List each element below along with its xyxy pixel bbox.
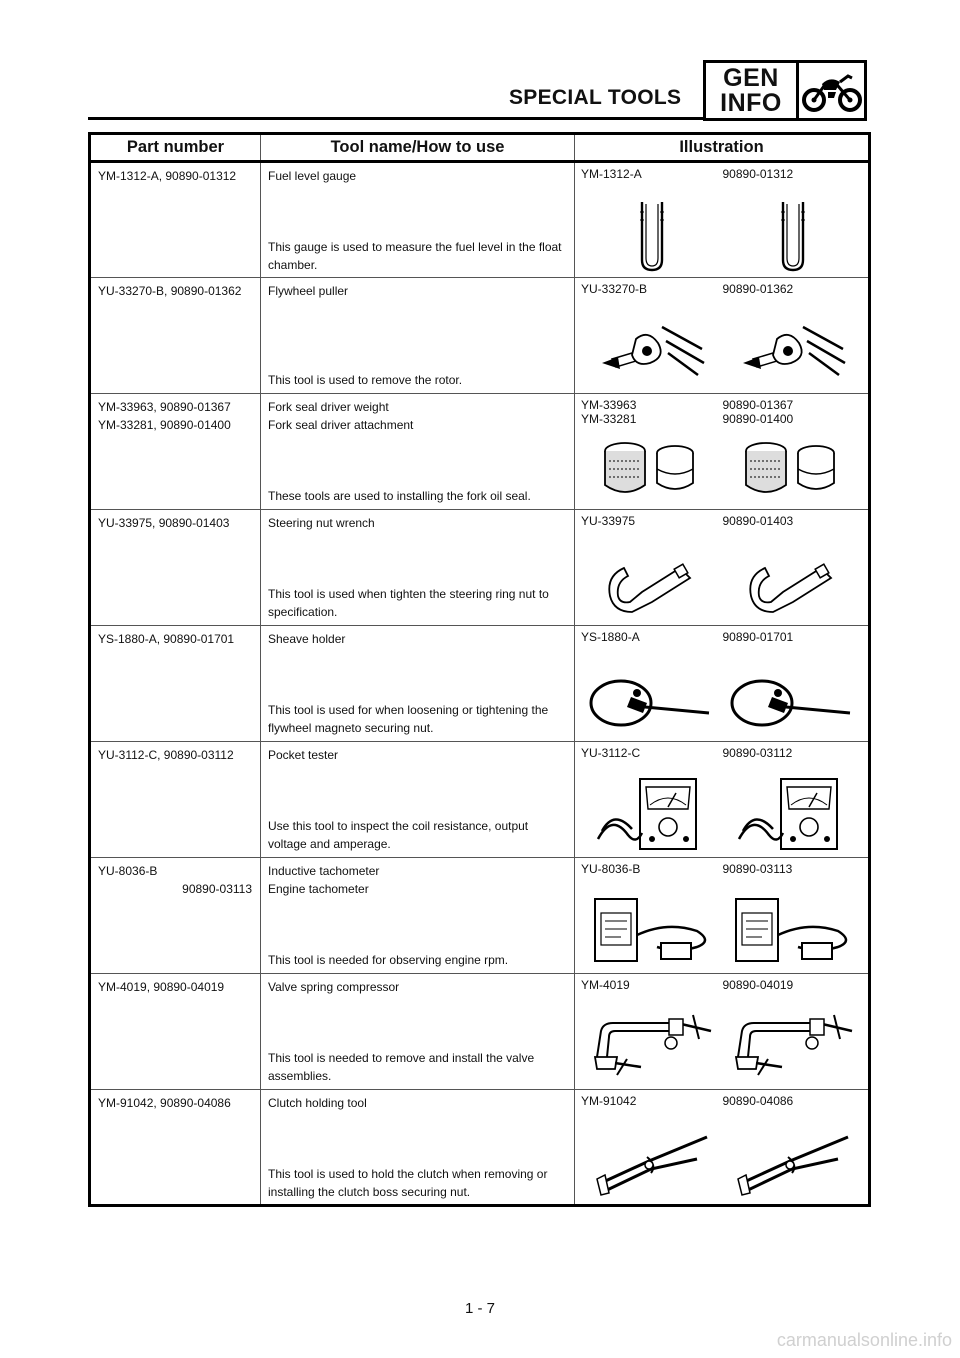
illustration-right [723,282,865,389]
table-row [90,974,870,1090]
table-row [90,1090,870,1206]
illustration-left [581,398,723,505]
part-number-cell [90,1090,261,1206]
section-badge [703,60,867,121]
illustration-cell [575,742,870,858]
illustration-left [581,630,723,737]
part-number: YM-91042, 90890-04086 [98,1096,231,1110]
tool-usage: This tool is used to remove the rotor. [268,373,463,387]
part-number-cell [90,162,261,278]
motorcycle-icon [799,63,864,118]
illustration-label: 90890-04086 [722,1094,794,1108]
part-number-cell [90,626,261,742]
fuel-level-gauge-icon [581,198,723,274]
illustration-label: 90890-01367 [722,398,794,412]
valve-spring-compressor-icon [581,1009,723,1085]
illustration-right [723,1094,865,1201]
part-number: YM-1312-A, 90890-01312 [98,169,237,183]
illustration-label: YS-1880-A [581,630,640,644]
part-number: YU-8036-B [98,864,158,878]
part-number: YM-33963, 90890-01367 [98,400,231,414]
tool-name: Valve spring compressor [268,980,400,994]
tool-name-cell [261,162,575,278]
tool-name-cell [261,742,575,858]
steering-nut-wrench-icon [723,550,865,621]
part-number-cell [90,394,261,510]
table-header-row [90,134,870,162]
part-number: YU-33270-B, 90890-01362 [98,284,242,298]
illustration-cell [575,278,870,394]
part-number: YU-33975, 90890-01403 [98,516,230,530]
header-rule [88,117,704,120]
illustration-label: 90890-01362 [722,282,794,296]
illustration-label: YM-33281 [581,412,637,426]
table-row [90,162,870,278]
illustration-label: 90890-03112 [722,746,793,760]
badge-label [706,63,796,118]
tool-name: Pocket tester [268,748,339,762]
tool-name-cell [261,278,575,394]
illustration-label: 90890-01701 [722,630,794,644]
illustration-label: 90890-01312 [722,167,794,181]
illustration-label: YM-1312-A [581,167,642,181]
tool-name: Flywheel puller [268,284,349,298]
table-row [90,858,870,974]
valve-spring-compressor-icon [723,1009,865,1085]
table-row [90,278,870,394]
part-number-secondary: 90890-03113 [182,882,252,896]
part-number-cell [90,278,261,394]
illustration-right [723,630,865,737]
illustration-label: YU-8036-B [581,862,641,876]
illustration-right [723,978,865,1085]
tool-name: Clutch holding tool [268,1096,367,1110]
tool-name-cell [261,1090,575,1206]
tool-usage: This tool is needed to remove and install the valve assemblies. [268,1051,535,1083]
part-number: YU-3112-C, 90890-03112 [98,748,234,762]
illustration-cell [575,974,870,1090]
table-row [90,394,870,510]
illustration-cell [575,1090,870,1206]
column-header-tool-name: Tool name/How to use [261,134,575,162]
pocket-tester-icon [723,773,865,853]
illustration-label: 90890-04019 [722,978,794,992]
illustration-left [581,746,723,853]
illustration-label: 90890-01403 [722,514,794,528]
illustration-label: YU-3112-C [581,746,641,760]
badge-line-2: INFO [720,88,782,117]
illustration-left [581,978,723,1085]
pocket-tester-icon [581,773,723,853]
tachometer-icon [723,891,865,969]
fuel-level-gauge-icon [723,198,865,274]
illustration-label: 90890-01400 [722,412,794,426]
tool-name: Steering nut wrench [268,516,375,530]
illustration-left [581,167,723,274]
flywheel-puller-icon [723,318,865,389]
illustration-right [723,862,865,969]
clutch-holding-tool-icon [581,1125,723,1201]
table-row [90,510,870,626]
illustration-cell [575,162,870,278]
tachometer-icon [581,891,723,969]
illustration-label: YU-33975 [581,514,636,528]
badge-line-1: GEN [723,63,779,92]
part-number-cell [90,974,261,1090]
steering-nut-wrench-icon [581,550,723,621]
tool-usage: This gauge is used to measure the fuel level in the float chamber. [268,240,562,272]
tool-name-cell [261,394,575,510]
illustration-label: YM-4019 [581,978,630,992]
illustration-label: YU-33270-B [581,282,648,296]
part-number: YM-33281, 90890-01400 [98,418,231,432]
illustration-right [723,398,865,505]
table-row [90,742,870,858]
tool-usage: This tool is needed for observing engine rpm. [268,953,509,967]
tool-name-cell [261,626,575,742]
illustration-right [723,167,865,274]
tool-name-cell [261,858,575,974]
tool-usage: This tool is used when tighten the steering ring nut to specification. [268,587,549,619]
illustration-label: YM-33963 [581,398,637,412]
table-row [90,626,870,742]
fork-seal-driver-icon [723,434,865,505]
illustration-cell [575,858,870,974]
illustration-cell [575,394,870,510]
part-number-cell [90,742,261,858]
tool-name: Engine tachometer [268,882,369,896]
tool-name-cell [261,974,575,1090]
tool-usage: These tools are used to installing the fork oil seal. [268,489,531,503]
illustration-cell [575,510,870,626]
illustration-left [581,282,723,389]
tool-name: Sheave holder [268,632,346,646]
tool-name: Fuel level gauge [268,169,357,183]
part-number-cell [90,858,261,974]
illustration-right [723,746,865,853]
illustration-cell [575,626,870,742]
fork-seal-driver-icon [581,434,723,505]
part-number-cell [90,510,261,626]
tool-name-cell [261,510,575,626]
tool-name: Inductive tachometer [268,864,380,878]
part-number: YS-1880-A, 90890-01701 [98,632,235,646]
tool-usage: This tool is used for when loosening or tightening the flywheel magneto securing nut. [268,703,549,735]
watermark: carmanualsonline.info [776,1330,952,1350]
tool-usage: This tool is used to hold the clutch when removing or installing the clutch boss securing nut. [268,1167,548,1199]
illustration-right [723,514,865,621]
special-tools-table [88,132,871,1207]
part-number: YM-4019, 90890-04019 [98,980,225,994]
illustration-left [581,862,723,969]
sheave-holder-icon [581,666,723,737]
tool-name: Fork seal driver attachment [268,418,414,432]
column-header-illustration: Illustration [575,134,870,162]
clutch-holding-tool-icon [723,1125,865,1201]
tool-name: Fork seal driver weight [268,400,389,414]
illustration-left [581,514,723,621]
illustration-label: 90890-03113 [722,862,793,876]
illustration-label: YM-91042 [581,1094,637,1108]
flywheel-puller-icon [581,318,723,389]
sheave-holder-icon [723,666,865,737]
column-header-part-number: Part number [90,134,261,162]
page-number: 1 - 7 [464,1300,495,1317]
page-title: SPECIAL TOOLS [509,86,682,109]
illustration-left [581,1094,723,1201]
tool-usage: Use this tool to inspect the coil resistance, output voltage and amperage. [268,819,529,851]
